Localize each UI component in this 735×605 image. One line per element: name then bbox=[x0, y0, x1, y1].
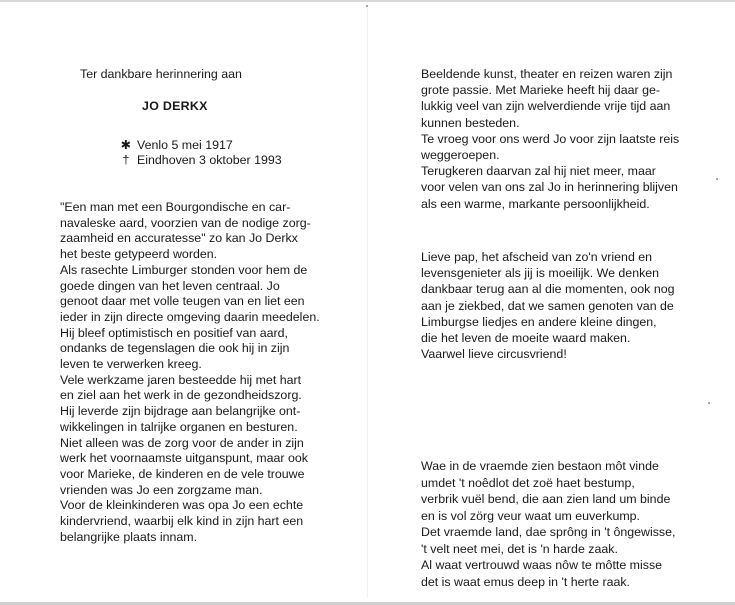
text-line: Voor de kleinkinderen was opa Jo een echte bbox=[60, 498, 304, 513]
text-line: vrienden was Jo een zorgzame man. bbox=[60, 482, 263, 497]
text-line: voor velen van ons zal Jo in herinnering blijven bbox=[421, 180, 678, 195]
poem-line: verbrik vuël bend, die aan zien land um binde bbox=[421, 492, 671, 506]
deceased-name: JO DERKX bbox=[142, 99, 208, 113]
text-line: leven te verwerken kreeg. bbox=[60, 357, 202, 371]
text-line: aan je ziekbed, dat we samen genoten van de bbox=[421, 298, 674, 313]
death-text: Eindhoven 3 oktober 1993 bbox=[137, 153, 282, 167]
text-line: lukkig veel van zijn welverdiende vrije tijd aan bbox=[421, 99, 671, 114]
text-line: Hij leverde zijn bijdrage aan belangrijke ont- bbox=[60, 404, 301, 419]
poem-line: en is vol zörg veur waat um euverkump. bbox=[421, 508, 640, 523]
text-line: kunnen besteden. bbox=[421, 115, 520, 130]
text-line: als een warme, markante persoonlijkheid. bbox=[421, 196, 650, 211]
text-line: werk het voornaamste uitganspunt, maar ook bbox=[60, 451, 308, 466]
poem-line: Wae in de vraemde zien bestaon môt vinde bbox=[421, 459, 659, 473]
text-line: die het leven de moeite waard maken. bbox=[421, 331, 631, 345]
card-fold-line bbox=[367, 8, 368, 598]
text-line: voor Marieke, de kinderen en de vele trouwe bbox=[60, 466, 305, 481]
speck bbox=[708, 402, 710, 404]
death-line bbox=[119, 152, 282, 169]
text-line: genoot daar met volle teugen van en liet een bbox=[60, 294, 305, 309]
speck bbox=[716, 178, 718, 180]
poem-line: 't velt neet mei, det is 'n harde zaak. bbox=[421, 541, 618, 556]
text-line: dankbaar terug aan al die momenten, ook nog bbox=[421, 282, 675, 297]
death-cross-icon: † bbox=[122, 153, 130, 167]
poem-line: Det vraemde land, dae sprông in 't ôngewisse, bbox=[421, 525, 676, 539]
text-line: grote passie. Met Marieke heeft hij daar ge- bbox=[421, 83, 660, 98]
text-line: Vaarwel lieve circusvriend! bbox=[421, 347, 567, 362]
text-line: Vele werkzame jaren besteedde hij met hart bbox=[60, 372, 302, 387]
birth-star-icon: ✱ bbox=[120, 138, 132, 152]
text-line: kindervriend, waarbij elk kind in zijn hart een bbox=[60, 514, 304, 528]
text-line: Te vroeg voor ons werd Jo voor zijn laatste reis bbox=[421, 131, 680, 146]
intro-text: Ter dankbare herinnering aan bbox=[80, 67, 242, 81]
text-line: "Een man met een Bourgondische en car- bbox=[60, 200, 291, 214]
text-line: goede dingen van het leven centraal. Jo bbox=[60, 278, 280, 293]
text-line: Als rasechte Limburger stonden voor hem de bbox=[60, 262, 308, 277]
birth-text: Venlo 5 mei 1917 bbox=[137, 138, 233, 152]
speck bbox=[366, 5, 368, 7]
text-line: Beeldende kunst, theater en reizen waren zijn bbox=[421, 67, 673, 81]
text-line: Lieve pap, het afscheid van zo'n vriend en bbox=[421, 250, 653, 264]
text-line: belangrijke plaats innam. bbox=[60, 529, 198, 544]
text-line: levensgenieter als jij is moeilijk. We denken bbox=[421, 266, 660, 281]
poem-line: umdet 't noêdlot det zoë haet bestump, bbox=[421, 475, 635, 490]
text-line: en ziel aan het werk in de gezondheidszorg. bbox=[60, 388, 302, 403]
text-line: zaamheid en accuratesse" zo kan Jo Derkx bbox=[60, 231, 298, 246]
text-line: Limburgse liedjes en andere kleine dingen, bbox=[421, 314, 657, 329]
text-line: ieder in zijn directe omgeving daarin meedelen. bbox=[60, 309, 320, 324]
text-line: Niet alleen was de zorg voor de ander in zijn bbox=[60, 435, 304, 450]
text-line: Hij bleef optimistisch en positief van aard, bbox=[60, 325, 288, 340]
text-line: navaleske aard, voorzien van de nodige zorg- bbox=[60, 215, 311, 230]
text-line: het beste getypeerd worden. bbox=[60, 247, 218, 262]
text-line: Terugkeren daarvan zal hij niet meer, maar bbox=[421, 164, 656, 179]
card-top-edge bbox=[0, 0, 735, 2]
poem-line: det is waat emus deep in 't herte raak. bbox=[421, 574, 630, 589]
text-line: wikkelingen in talrijke organen en besturen. bbox=[60, 419, 298, 434]
text-line: ondanks de tegenslagen die ook hij in zijn bbox=[60, 341, 290, 356]
text-line: weggeroepen. bbox=[421, 148, 500, 162]
poem-line: Al waat vertrouwd waas nôw te môtte misse bbox=[421, 558, 663, 572]
